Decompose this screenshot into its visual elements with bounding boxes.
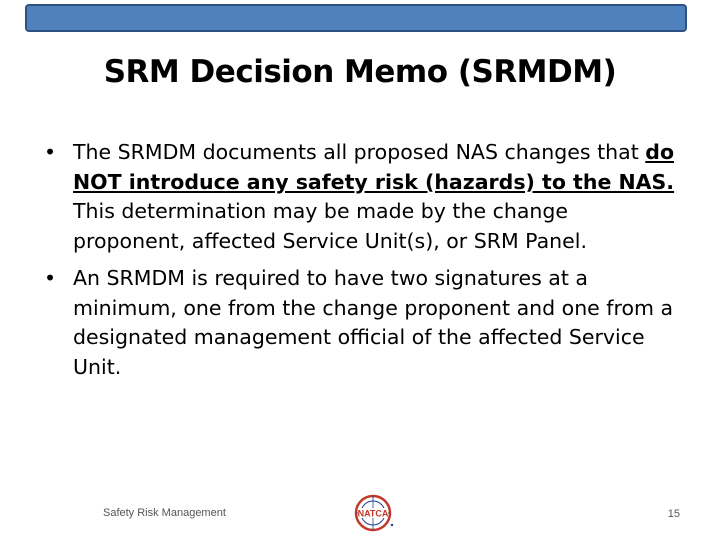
bullet-1-text-start: The SRMDM documents all proposed NAS changes that bbox=[73, 140, 646, 164]
bullet-2-text: An SRMDM is required to have two signatures at a minimum, one from the change proponent and one from a designated management official of the affected Service Unit. bbox=[73, 266, 674, 379]
bullet-point-icon: • bbox=[44, 140, 57, 164]
bullet-1-text-end: This determination may be made by the change proponent, affected Service Unit(s), or SRM Panel. bbox=[73, 199, 587, 253]
natca-logo-icon bbox=[352, 493, 396, 533]
page-number: 15 bbox=[667, 508, 680, 520]
slide-title: SRM Decision Memo (SRMDM) bbox=[103, 54, 617, 90]
footer-title: Safety Risk Management bbox=[103, 507, 226, 519]
bullet-list bbox=[40, 138, 680, 390]
bullet-item-2 bbox=[40, 264, 680, 382]
bullet-point-icon: • bbox=[44, 266, 57, 290]
natca-logo-text: NATCA bbox=[357, 508, 389, 519]
bullet-1-emphasis: do NOT introduce any safety risk (hazards) to the NAS. bbox=[73, 140, 675, 194]
bullet-item-1 bbox=[40, 138, 680, 256]
header-bar bbox=[25, 4, 687, 32]
